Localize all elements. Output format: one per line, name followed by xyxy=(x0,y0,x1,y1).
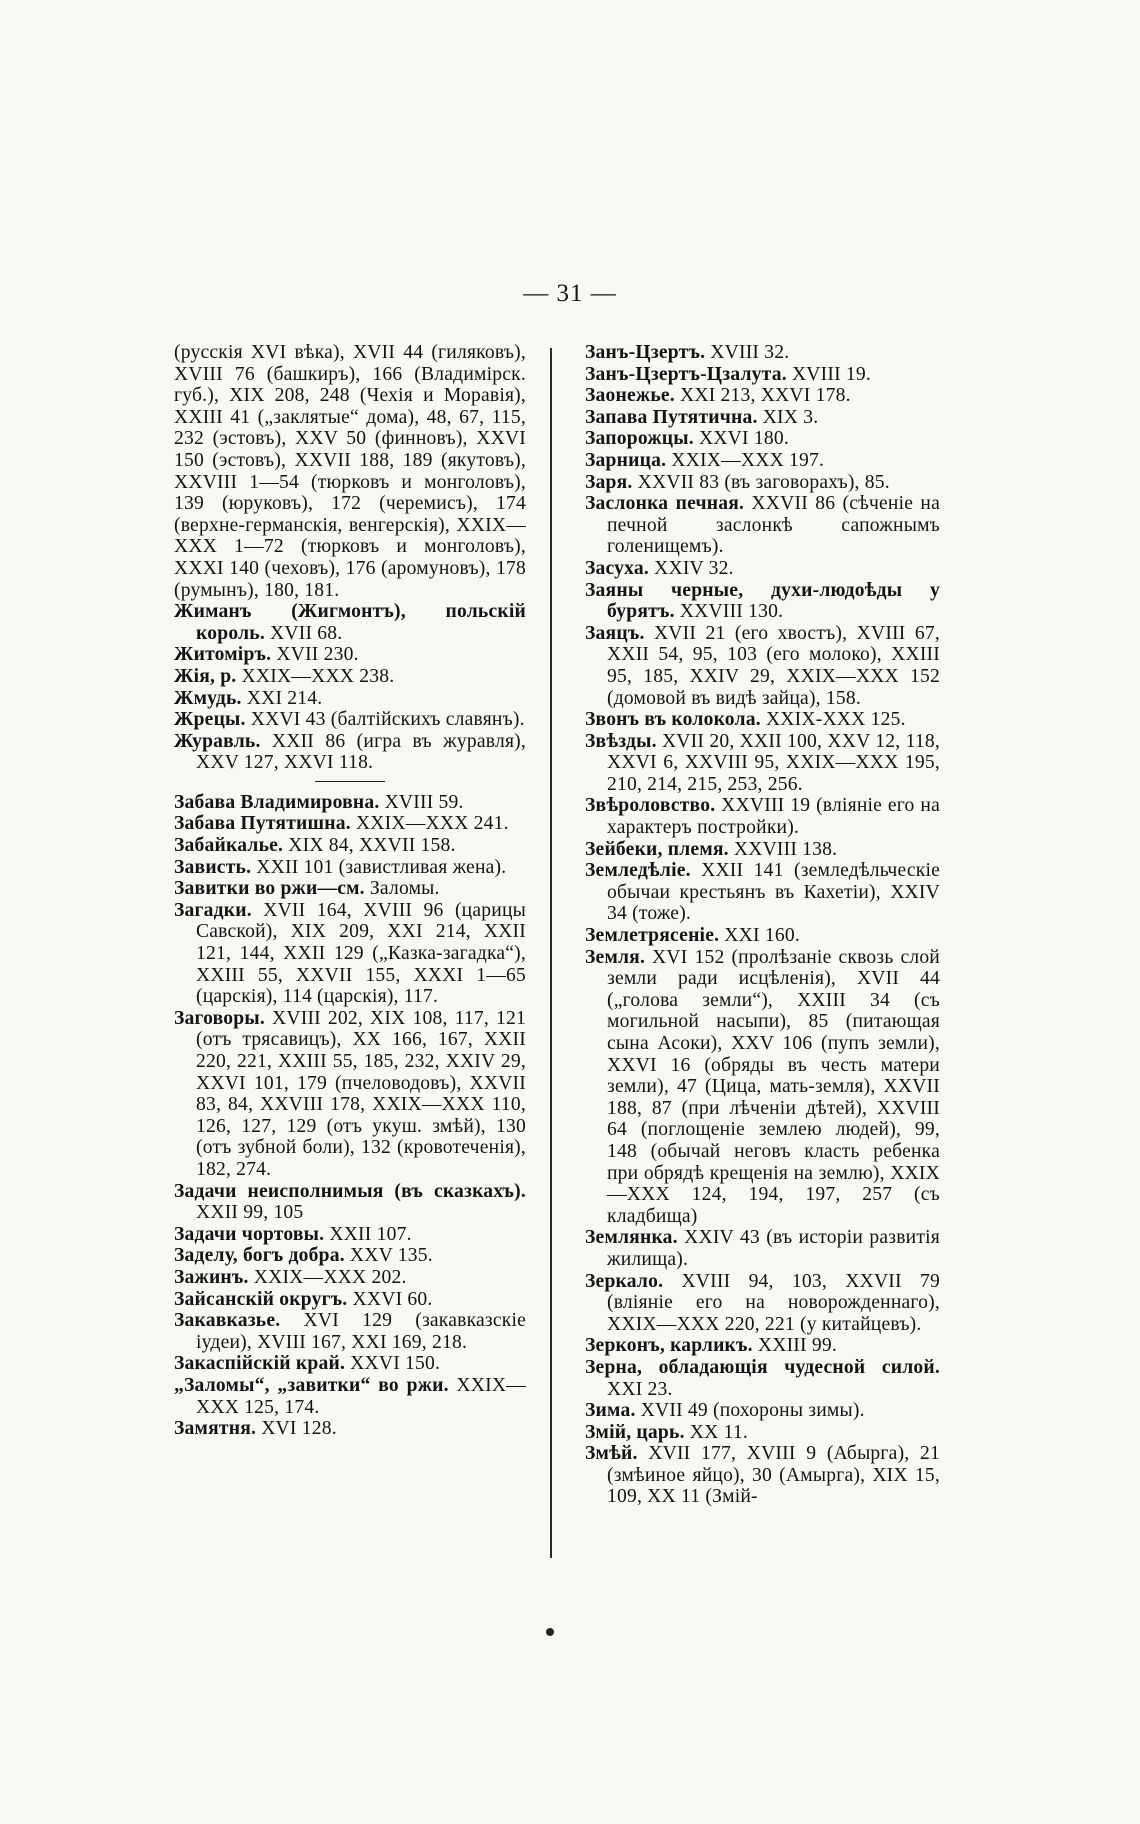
entry-headword: Журавль. xyxy=(174,730,261,752)
entry-headword: Заслонка печная. xyxy=(585,493,745,515)
index-entry: Закаспійскій край. XXVI 150. xyxy=(174,1353,441,1375)
index-entry: Зеркало. XVIII 94, 103, XXVII 79 (вліяніе его на новорожденнаго), XXIX—XXX 220, 221 (у китайцевъ). xyxy=(585,1270,940,1335)
index-entry: Землянка. XXIV 43 (въ исторіи развитія жилища). xyxy=(585,1227,940,1270)
entry-headword: Забава Владимировна. xyxy=(174,791,380,813)
entry-headword: Зависть. xyxy=(174,856,252,878)
entry-headword: Зима. xyxy=(585,1400,636,1422)
index-entry: Жія, р. XXIX—XXX 238. xyxy=(174,665,395,687)
entry-headword: Замятня. xyxy=(174,1418,257,1440)
entry-headword: Заяны черные, духи-людоѣды у бурятъ. xyxy=(585,579,940,623)
index-entry: Засуха. XXIV 32. xyxy=(585,557,734,579)
index-entry: Зарница. XXIX—XXX 197. xyxy=(585,449,825,471)
index-entry: Заонежье. XXI 213, XXVI 178. xyxy=(585,385,851,407)
entry-headword: Змій, царь. xyxy=(585,1421,685,1443)
index-entry: Звѣроловство. XXVIII 19 (вліяніе его на характеръ постройки). xyxy=(585,795,940,839)
bottom-dot xyxy=(546,1628,554,1636)
left-column xyxy=(174,342,526,1440)
entry-headword: Зерна, обладающія чудесной силой. xyxy=(585,1356,940,1378)
entry-headword: Заонежье. xyxy=(585,385,675,407)
index-entry: Занъ-Цзертъ-Цзалута. XVIII 19. xyxy=(585,363,872,385)
index-entry: Загадки. XVII 164, XVIII 96 (царицы Савской), XIX 209, XXI 214, XXII 121, 144, XXII 129 („Казка-загадка“), XXIII 55, XXVII 155, XXXI 1—65 (царскія), 114 (царскія), 117. xyxy=(174,899,526,1008)
entry-headword: Земледѣліе. xyxy=(585,860,691,882)
entry-headword: Закавказье. xyxy=(174,1310,281,1332)
index-entry: Зажинъ. XXIX—XXX 202. xyxy=(174,1266,407,1288)
entry-headword: Завитки во ржи—см. xyxy=(174,878,365,900)
entry-headword: Житоміръ. xyxy=(174,644,272,666)
index-entry: Житоміръ. XVII 230. xyxy=(174,644,359,666)
index-entry: Звонъ въ колокола. XXIX-XXX 125. xyxy=(585,709,906,731)
index-entry: Задачи чортовы. XXII 107. xyxy=(174,1223,412,1245)
index-entry: Замятня. XVI 128. xyxy=(174,1418,337,1440)
index-entry: Жиманъ (Жигмонтъ), польскій король. XVII 68. xyxy=(174,601,526,644)
page-number: — 31 — xyxy=(523,280,617,307)
entry-headword: Занъ-Цзертъ-Цзалута. xyxy=(585,363,787,385)
index-entry: Запава Путятична. XIX 3. xyxy=(585,406,819,428)
column-rule xyxy=(550,348,552,1558)
entry-headword: Жиманъ (Жигмонтъ), польскій король. xyxy=(174,601,526,644)
index-entry: Заделу, богъ добра. XXV 135. xyxy=(174,1245,433,1267)
index-entry: Зерконъ, карликъ. XXIII 99. xyxy=(585,1335,837,1357)
entry-headword: Зарница. xyxy=(585,449,667,471)
index-entry: Зерна, обладающія чудесной силой. XXI 23. xyxy=(585,1356,940,1400)
entry-headword: Заря. xyxy=(585,471,633,493)
entry-headword: Заговоры. xyxy=(174,1007,265,1029)
index-entry: Заря. XXVII 83 (въ заговорахъ), 85. xyxy=(585,471,890,493)
entry-headword: Земля. xyxy=(585,946,646,968)
index-entry: „Заломы“, „завитки“ во ржи. XXIX—XXX 125, 174. xyxy=(174,1374,526,1418)
index-entry: Заяцъ. XVII 21 (его хвостъ), XVIII 67, XXII 54, 95, 103 (его молоко), XXIII 95, 185, XXIV 29, XXIX—XXX 152 (домовой въ видѣ зайца), 158. xyxy=(585,622,940,709)
entry-headword: Забайкалье. xyxy=(174,835,284,857)
index-entry: Звѣзды. XVII 20, XXII 100, XXV 12, 118, XXVI 6, XXVIII 95, XXIX—XXX 195, 210, 214, 215, 253, 256. xyxy=(585,730,940,795)
index-entry: Землетрясеніе. XXI 160. xyxy=(585,925,800,947)
index-entry: (русскія XVI вѣка), XVII 44 (гиляковъ), XVIII 76 (башкиръ), 166 (Владимірск. губ.), XIX 208, 248 (Чехія и Моравія), XXIII 41 („заклятые“ дома), 48, 67, 115, 232 (эстовъ), XXV 50 (финновъ), XXVI 150 (эстовъ), XXVII 188, 189 (якутовъ), XXVIII 1—54 (тюрковъ и монголовъ), 139 (юруковъ), 172 (черемисъ), 174 (верхне-германскія, венгерскія), XXIX—XXX 1—72 (тюрковъ и монголовъ), XXXI 140 (чеховъ), 176 (аромуновъ), 178 (румынъ), 180, 181. xyxy=(174,342,526,601)
entry-headword: Забава Путятишна. xyxy=(174,813,351,835)
entry-headword: Закаспійскій край. xyxy=(174,1353,346,1375)
section-divider xyxy=(315,781,385,782)
entry-headword: Задачи неисполнимыя (въ сказкахъ). xyxy=(174,1180,526,1202)
entry-headword: Звѣзды. xyxy=(585,730,657,752)
entry-headword: Жія, р. xyxy=(174,665,237,687)
index-entry: Зайсанскій округъ. XXVI 60. xyxy=(174,1288,433,1310)
index-entry: Заговоры. XVIII 202, XIX 108, 117, 121 (отъ трясавицъ), XX 166, 167, XXII 220, 221, XXIII 55, 185, 232, XXIV 29, XXVI 101, 179 (пчеловодовъ), XXVII 83, 84, XXVIII 178, XXIX—XXX 110, 126, 127, 129 (отъ укуш. змѣй), 130 (отъ зубной боли), 132 (кровотеченія), 182, 274. xyxy=(174,1007,526,1180)
index-entry: Жмудь. XXI 214. xyxy=(174,687,323,709)
index-entry: Запорожцы. XXVI 180. xyxy=(585,428,789,450)
index-entry: Забайкалье. XIX 84, XXVII 158. xyxy=(174,835,456,857)
index-entry: Забава Путятишна. XXIX—XXX 241. xyxy=(174,813,509,835)
index-entry: Завитки во ржи—см. Заломы. xyxy=(174,878,440,900)
entry-headword: Задачи чортовы. xyxy=(174,1223,325,1245)
index-entry: Зависть. XXII 101 (завистливая жена). xyxy=(174,856,507,878)
entry-headword: Звѣроловство. xyxy=(585,795,716,817)
entry-headword: Зерконъ, карликъ. xyxy=(585,1335,753,1357)
index-entry: Земля. XVI 152 (пролѣзаніе сквозь слой земли ради исцѣленія), XVII 44 („голова земли“), XXIII 34 (съ могильной насыпи), 85 (питающая сына Асоки), XXV 106 (пупъ земли), XXVI 16 (обряды въ честь матери земли), 47 (Цица, мать-земля), XXVII 188, 87 (при лѣченіи дѣтей), XXVIII 64 (поглощеніе землею людей), 99, 148 (обычай неговъ класть ребенка при обрядѣ крещенія на землю), XXIX—XXX 124, 194, 197, 257 (съ кладбища) xyxy=(585,946,940,1227)
entry-headword: Запорожцы. xyxy=(585,428,694,450)
entry-headword: Землетрясеніе. xyxy=(585,925,720,947)
entry-headword: Засуха. xyxy=(585,557,650,579)
entry-headword: Жрецы. xyxy=(174,709,246,731)
index-entry: Заслонка печная. XXVII 86 (сѣченіе на печной заслонкѣ сапожнымъ голенищемъ). xyxy=(585,493,941,558)
entry-headword: Звонъ въ колокола. xyxy=(585,709,761,731)
index-entry: Журавль. XXII 86 (игра въ журавля), XXV 127, XXVI 118. xyxy=(174,730,526,774)
index-entry: Забава Владимировна. XVIII 59. xyxy=(174,791,464,813)
index-entry: Змѣй. XVII 177, XVIII 9 (Абырга), 21 (змѣиное яйцо), 30 (Амырга), XIX 15, 109, XX 11 (Змій- xyxy=(585,1443,940,1508)
index-entry: Зейбеки, племя. XXVIII 138. xyxy=(585,838,838,860)
entry-headword: Загадки. xyxy=(174,899,252,921)
index-entry: Занъ-Цзертъ. XVIII 32. xyxy=(585,342,790,363)
index-entry: Жрецы. XXVI 43 (балтійскихъ славянъ). xyxy=(174,709,525,731)
index-entry: Зима. XVII 49 (похороны зимы). xyxy=(585,1400,865,1422)
index-entry: Заяны черные, духи-людоѣды у бурятъ. XXVIII 130. xyxy=(585,579,940,623)
entry-headword: Зажинъ. xyxy=(174,1266,249,1288)
index-entry: Змій, царь. XX 11. xyxy=(585,1421,748,1443)
entry-headword: Запава Путятична. xyxy=(585,406,758,428)
right-column xyxy=(585,342,940,1508)
entry-headword: Жмудь. xyxy=(174,687,242,709)
entry-headword: Зеркало. xyxy=(585,1270,664,1292)
entry-headword: „Заломы“, „завитки“ во ржи. xyxy=(174,1374,449,1396)
entry-headword: Землянка. xyxy=(585,1227,678,1249)
index-entry: Закавказье. XVI 129 (закавказскіе іудеи), XVIII 167, XXI 169, 218. xyxy=(174,1310,526,1353)
index-entry: Земледѣліе. XXII 141 (земледѣльческіе обычаи крестьянъ въ Кахетіи), XXIV 34 (тоже). xyxy=(585,860,940,925)
entry-headword: Занъ-Цзертъ. xyxy=(585,342,706,363)
entry-headword: Зейбеки, племя. xyxy=(585,838,729,860)
entry-headword: Заделу, богъ добра. xyxy=(174,1245,345,1267)
entry-headword: Змѣй. xyxy=(585,1443,638,1465)
index-entry: Задачи неисполнимыя (въ сказкахъ). XXII 99, 105 xyxy=(174,1180,526,1224)
entry-headword: Заяцъ. xyxy=(585,622,645,644)
entry-headword: Зайсанскій округъ. xyxy=(174,1288,348,1310)
